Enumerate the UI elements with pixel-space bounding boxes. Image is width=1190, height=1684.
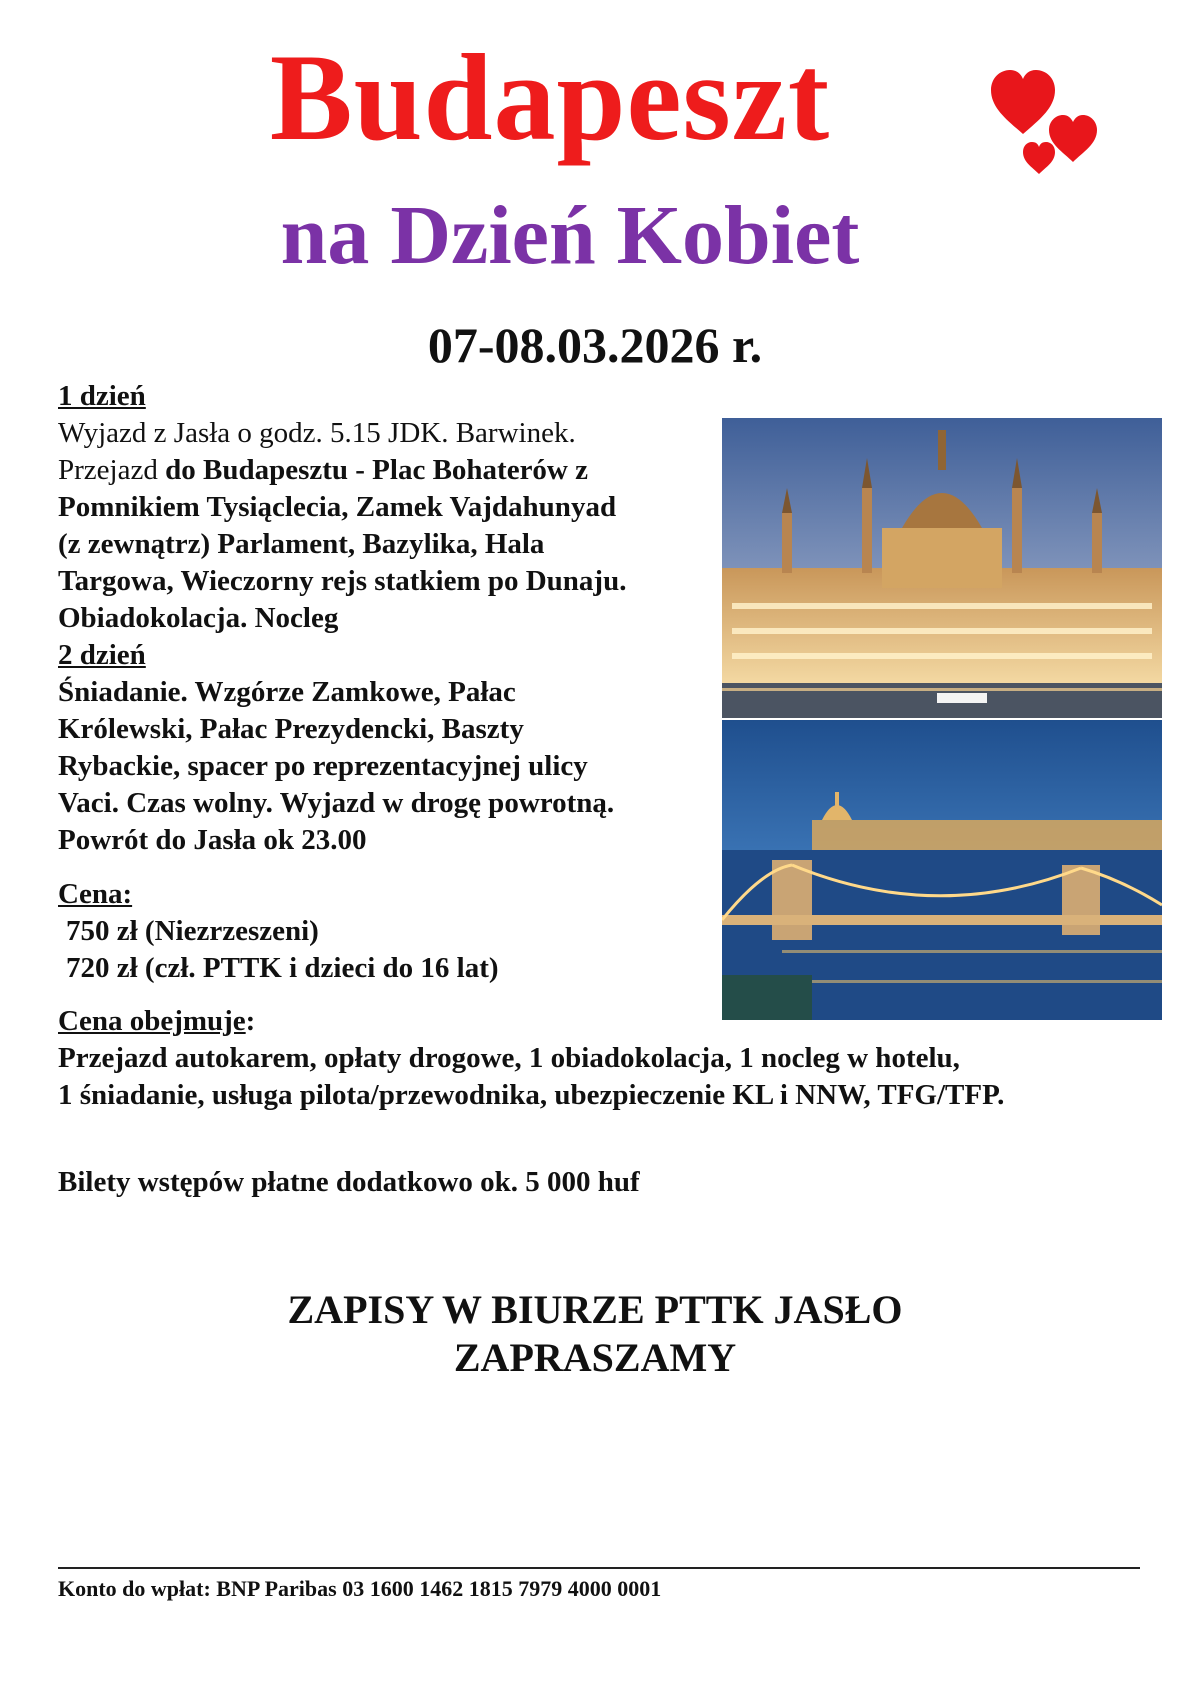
chain-bridge-photo <box>722 720 1162 1020</box>
hearts-icon <box>985 62 1105 177</box>
includes-heading-text: Cena obejmuje <box>58 1005 246 1037</box>
includes-line2: 1 śniadanie, usługa pilota/przewodnika, ubezpieczenie KL i NNW, TFG/TFP. <box>58 1079 1005 1111</box>
page-subtitle: na Dzień Kobiet <box>280 189 860 282</box>
bank-account: Konto do wpłat: BNP Paribas 03 1600 1462 1815 7979 4000 0001 <box>58 1576 662 1601</box>
day1-line3: Pomnikiem Tysiąclecia, Zamek Vajdahunyad <box>58 491 617 523</box>
includes-heading <box>58 1003 255 1040</box>
day2-line4: Vaci. Czas wolny. Wyjazd w drogę powrotną. <box>58 787 615 819</box>
trip-date: 07-08.03.2026 r. <box>427 317 763 373</box>
heart-right-icon <box>1049 115 1097 162</box>
heart-small-icon <box>1023 142 1055 174</box>
page-title: Budapeszt <box>269 29 831 166</box>
day2-line2: Królewski, Pałac Prezydencki, Baszty <box>58 713 524 745</box>
parliament-photo <box>722 418 1162 718</box>
day2-line3: Rybackie, spacer po reprezentacyjnej ulicy <box>58 750 588 782</box>
day2-heading: 2 dzień <box>58 639 146 671</box>
day1-line2-bold: do Budapesztu - Plac Bohaterów z <box>165 454 589 486</box>
price-heading: Cena: <box>58 878 133 910</box>
day1-line6: Obiadokolacja. Nocleg <box>58 602 339 634</box>
price-line2: 720 zł (czł. PTTK i dzieci do 16 lat) <box>66 952 499 984</box>
day2-line5: Powrót do Jasła ok 23.00 <box>58 824 367 856</box>
signup-cta: ZAPISY W BIURZE PTTK JASŁO <box>287 1287 903 1332</box>
heart-large-icon <box>991 70 1055 134</box>
invite-cta: ZAPRASZAMY <box>453 1335 737 1380</box>
day1-line4: (z zewnątrz) Parlament, Bazylika, Hala <box>58 528 545 560</box>
includes-line1: Przejazd autokarem, opłaty drogowe, 1 obiadokolacja, 1 nocleg w hotelu, <box>58 1042 960 1074</box>
price-line1: 750 zł (Niezrzeszeni) <box>66 915 319 947</box>
day1-line2 <box>58 452 588 489</box>
tickets-note: Bilety wstępów płatne dodatkowo ok. 5 000 huf <box>58 1166 640 1198</box>
day1-heading: 1 dzień <box>58 380 146 412</box>
day1-line2-plain: Przejazd <box>58 454 166 486</box>
footer-divider <box>58 1567 1140 1569</box>
includes-colon: : <box>245 1005 256 1037</box>
day1-line1: Wyjazd z Jasła o godz. 5.15 JDK. Barwinek. <box>58 417 576 449</box>
day1-line5: Targowa, Wieczorny rejs statkiem po Dunaju. <box>58 565 627 597</box>
day2-line1: Śniadanie. Wzgórze Zamkowe, Pałac <box>58 676 516 708</box>
